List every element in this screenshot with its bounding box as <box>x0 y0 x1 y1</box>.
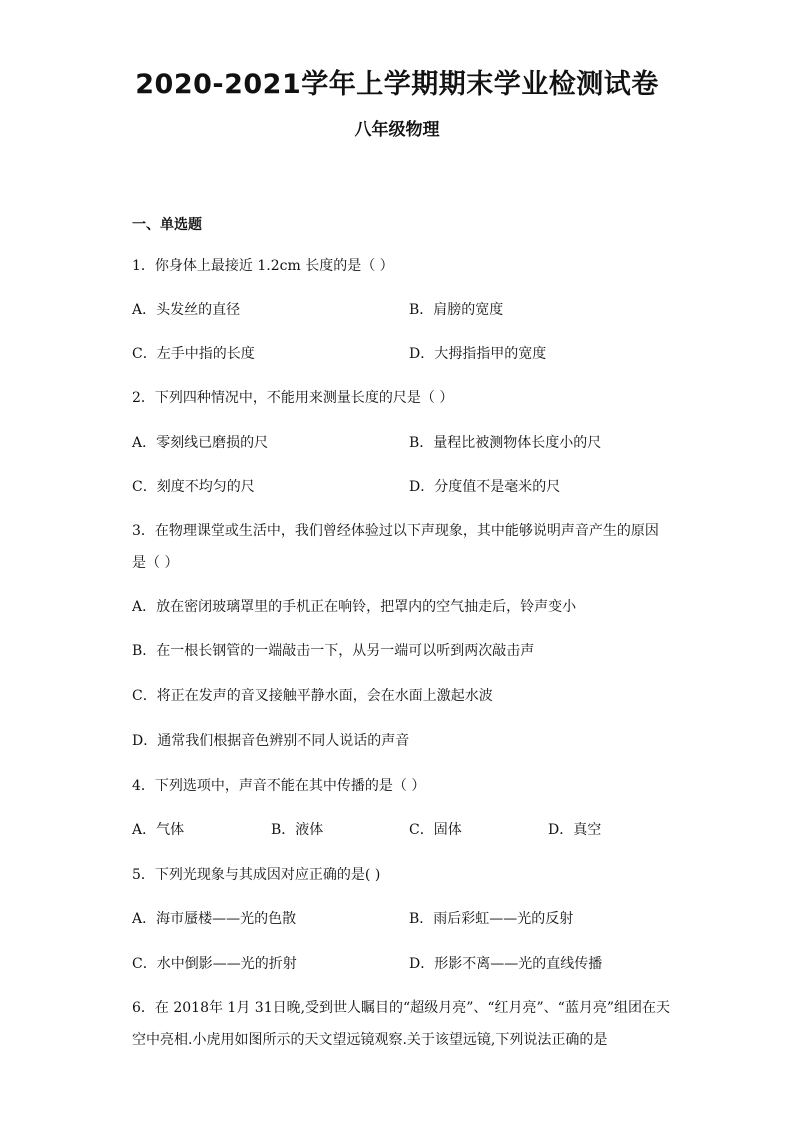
question-5-option-b: B．雨后彩虹——光的反射 <box>409 911 574 927</box>
question-6-stem-line-1: 6．在 2018年 1月 31日晚,受到世人瞩目的“超级月亮”、“红月亮”、“蓝月亮”组团在天 <box>132 1000 671 1016</box>
question-4-stem: 4．下列选项中，声音不能在其中传播的是（ ） <box>132 778 426 794</box>
question-3-option-b: B．在一根长钢管的一端敲击一下，从另一端可以听到两次敲击声 <box>132 643 535 659</box>
question-4-option-a: A．气体 <box>132 822 185 838</box>
question-6-stem-line-2: 空中亮相.小虎用如图所示的天文望远镜观察.关于该望远镜,下列说法正确的是 <box>132 1032 608 1048</box>
exam-title: 2020-2021学年上学期期末学业检测试卷 <box>135 69 659 100</box>
question-5-option-d: D．形影不离——光的直线传播 <box>409 956 603 972</box>
question-5-option-a: A．海市蜃楼——光的色散 <box>132 911 297 927</box>
question-3-option-d: D．通常我们根据音色辨别不同人说话的声音 <box>132 733 410 749</box>
question-3-option-a: A．放在密闭玻璃罩里的手机正在响铃，把罩内的空气抽走后，铃声变小 <box>132 599 577 615</box>
question-2-option-b: B．量程比被测物体长度小的尺 <box>409 435 602 451</box>
question-4-option-c: C．固体 <box>409 822 462 838</box>
question-5-option-c: C．水中倒影——光的折射 <box>132 956 297 972</box>
question-5-stem: 5．下列光现象与其成因对应正确的是( ) <box>132 867 381 883</box>
question-4-option-b: B．液体 <box>271 822 324 838</box>
question-1-option-b: B．肩膀的宽度 <box>409 302 504 318</box>
section-heading: 一、单选题 <box>132 217 202 233</box>
question-2-option-a: A．零刻线已磨损的尺 <box>132 435 269 451</box>
question-2-option-d: D．分度值不是毫米的尺 <box>409 479 561 495</box>
question-4-option-d: D．真空 <box>548 822 602 838</box>
question-2-stem: 2．下列四种情况中，不能用来测量长度的尺是（ ） <box>132 390 454 406</box>
question-1-option-a: A．头发丝的直径 <box>132 302 241 318</box>
question-3-stem-line-2: 是（ ） <box>132 555 179 571</box>
exam-subtitle: 八年级物理 <box>354 120 440 140</box>
question-1-option-d: D．大拇指指甲的宽度 <box>409 346 547 362</box>
question-1-stem: 1．你身体上最接近 1.2cm 长度的是（ ） <box>132 258 394 274</box>
question-3-option-c: C．将正在发声的音叉接触平静水面，会在水面上激起水波 <box>132 688 493 704</box>
question-1-option-c: C．左手中指的长度 <box>132 346 255 362</box>
question-3-stem-line-1: 3．在物理课堂或生活中，我们曾经体验过以下声现象，其中能够说明声音产生的原因 <box>132 523 659 539</box>
question-2-option-c: C．刻度不均匀的尺 <box>132 479 255 495</box>
